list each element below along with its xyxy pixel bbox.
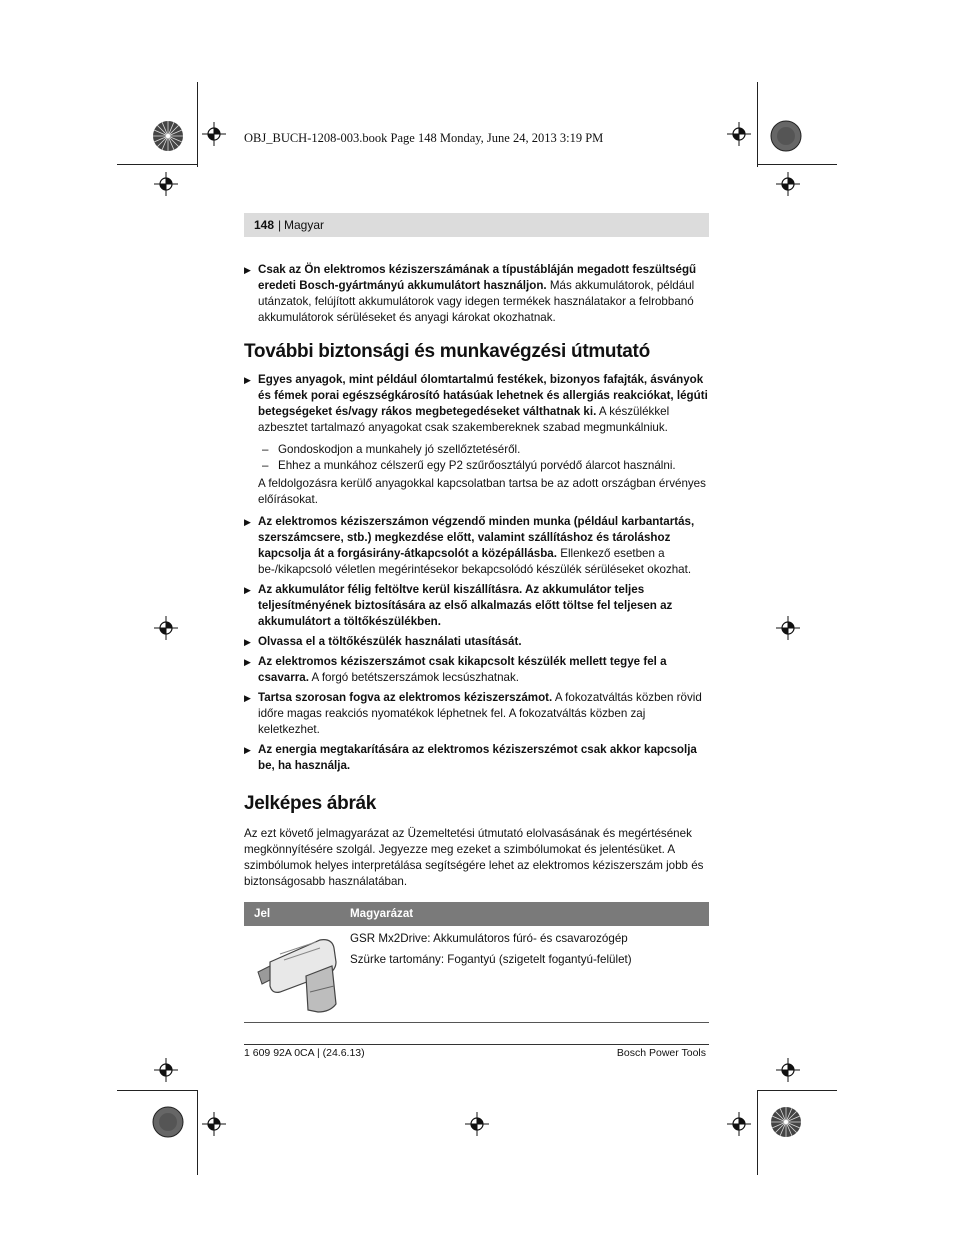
registration-mark-icon: [154, 172, 178, 196]
crop-mark: [117, 1090, 197, 1091]
safety-bullet: [244, 514, 709, 578]
screwdriver-illustration: [250, 932, 342, 1016]
dash-item: – Gondoskodjon a munkahely jó szellőztetéséről.: [262, 443, 521, 456]
registration-mark-icon: [776, 172, 800, 196]
bullet-text: A fokozatváltás közben rövid időre magas reakciós nyomatékok léphetnek fel. A fokozatváltás közben zaj keletkezhet.: [258, 691, 702, 736]
crop-mark: [757, 1090, 758, 1175]
page-header: [244, 213, 709, 237]
book-info-line: OBJ_BUCH-1208-003.book Page 148 Monday, June 24, 2013 3:19 PM: [244, 131, 604, 145]
safety-bullet: [244, 654, 709, 686]
bullet-bold-text: Csak az Ön elektromos kéziszerszámának a típustábláján megadott feszültségű eredeti Bosch-gyártmányú akkumulátort használjon.: [258, 263, 697, 292]
footer-doc-number: 1 609 92A 0CA | (24.6.13): [244, 1047, 365, 1059]
crop-mark: [197, 1090, 198, 1175]
bullet-text: A forgó betétszerszámok lecsúszhatnak.: [308, 671, 520, 684]
color-rosette-icon: [770, 120, 802, 152]
symbol-description: Szürke tartomány: Fogantyú (szigetelt fogantyú-felület): [350, 953, 632, 966]
safety-bullet: [244, 690, 709, 738]
dash-item: – Ehhez a munkához célszerű egy P2 szűrőosztályú porvédő álarcot használni.: [262, 459, 676, 472]
triangle-right-icon: ▶: [244, 745, 251, 755]
registration-mark-icon: [776, 616, 800, 640]
registration-mark-icon: [202, 1112, 226, 1136]
triangle-right-icon: ▶: [244, 375, 251, 385]
registration-mark-icon: [727, 122, 751, 146]
header-language: Magyar: [284, 218, 325, 232]
safety-bullet: [244, 634, 709, 650]
registration-mark-icon: [154, 1058, 178, 1082]
registration-mark-icon: [776, 1058, 800, 1082]
column-header-meaning: Magyarázat: [350, 907, 414, 920]
bullet-bold-text: Az elektromos kéziszerszámon végzendő minden munka (például karbantartás, szerszámcsere, stb.) megkezdése előtt, valamint szállításhoz és tároláshoz kapcsolja át a forgásirány-átkapcsolót a középállásba.: [258, 515, 695, 560]
bullet-bold-text: Az energia megtakarítására az elektromos kéziszerszémot csak akkor kapcsolja be, ha használja.: [258, 743, 697, 772]
safety-bullet: [244, 262, 709, 326]
bullet-bold-text: Tartsa szorosan fogva az elektromos kéziszerszámot.: [258, 691, 553, 704]
bullet-text: A készülékkel azbesztet tartalmazó anyagokat csak szakembereknek szabad megmunkálniuk.: [258, 405, 670, 434]
section-title: További biztonsági és munkavégzési útmutató: [244, 341, 650, 362]
color-rosette-icon: [770, 1106, 802, 1138]
registration-mark-icon: [202, 122, 226, 146]
safety-bullet: [244, 582, 709, 630]
symbol-description: GSR Mx2Drive: Akkumulátoros fúró- és csavarozógép: [350, 932, 628, 945]
triangle-right-icon: ▶: [244, 517, 251, 527]
footer-divider: [244, 1044, 709, 1045]
table-header: [244, 902, 709, 926]
symbol-table: [244, 902, 709, 1023]
footer-brand: Bosch Power Tools: [616, 1047, 706, 1059]
triangle-right-icon: ▶: [244, 637, 251, 647]
bullet-bold-text: Olvassa el a töltőkészülék használati utasítását.: [258, 635, 522, 648]
registration-mark-icon: [465, 1112, 489, 1136]
safety-bullet: [244, 742, 709, 774]
crop-mark: [117, 164, 197, 165]
safety-bullet: [244, 372, 709, 436]
header-separator: |: [278, 218, 282, 232]
triangle-right-icon: ▶: [244, 657, 251, 667]
table-row: [244, 926, 709, 1023]
registration-mark-icon: [154, 616, 178, 640]
bullet-bold-text: Az akkumulátor félig feltöltve kerül kiszállításra. Az akkumulátor teljes teljesítményének biztosítására az első alkalmazás előtt töltse fel teljesen az akkumulátort a töltőkészülékben.: [258, 583, 673, 628]
bullet-bold-text: Az elektromos kéziszerszámot csak kikapcsolt készülék mellett tegye fel a csavarra.: [258, 655, 667, 684]
crop-mark: [757, 164, 837, 165]
triangle-right-icon: ▶: [244, 585, 251, 595]
color-rosette-icon: [152, 120, 184, 152]
color-rosette-icon: [152, 1106, 184, 1138]
bullet-bold-text: Egyes anyagok, mint például ólomtartalmú festékek, bizonyos fafajták, ásványok és fémek porai egészségkárosító hatásúak lehetnek és allergiás reakciókat, légúti betegségeket és/vagy rákos megbetegedéseket válthatnak ki.: [258, 373, 708, 418]
bullet-text: Ellenkező esetben a be-/kikapcsoló véletlen megérintésekor bekapcsolódó készülék sérüléseket okozhat.: [258, 547, 692, 576]
triangle-right-icon: ▶: [244, 265, 251, 275]
crop-mark: [197, 82, 198, 167]
column-header-symbol: Jel: [254, 907, 271, 920]
registration-mark-icon: [727, 1112, 751, 1136]
crop-mark: [757, 1090, 837, 1091]
page-number: 148: [254, 218, 275, 232]
page-content: [244, 262, 709, 1023]
section-title: Jelképes ábrák: [244, 793, 377, 814]
crop-mark: [757, 82, 758, 167]
section-paragraph: Az ezt követő jelmagyarázat az Üzemeltetési útmutató elolvasásának és megértésének megkönnyítésére szolgál. Jegyezze meg ezeket a szimbólumokat és jelentésüket. A szimbólumok helyes interpretálása segítségére lehet az elektromos kéziszerszám jobb és biztonságosabb használatában.: [244, 827, 704, 888]
bullet-followup: A feldolgozásra kerülő anyagokkal kapcsolatban tartsa be az adott országban érvényes előírásokat.: [258, 477, 706, 506]
bullet-text: Más akkumulátorok, például utánzatok, felújított akkumulátorok vagy idegen termékek használatakor a felrobbanó akkumulátorok sérüléseket és anyagi károkat okozhatnak.: [258, 279, 695, 324]
triangle-right-icon: ▶: [244, 693, 251, 703]
